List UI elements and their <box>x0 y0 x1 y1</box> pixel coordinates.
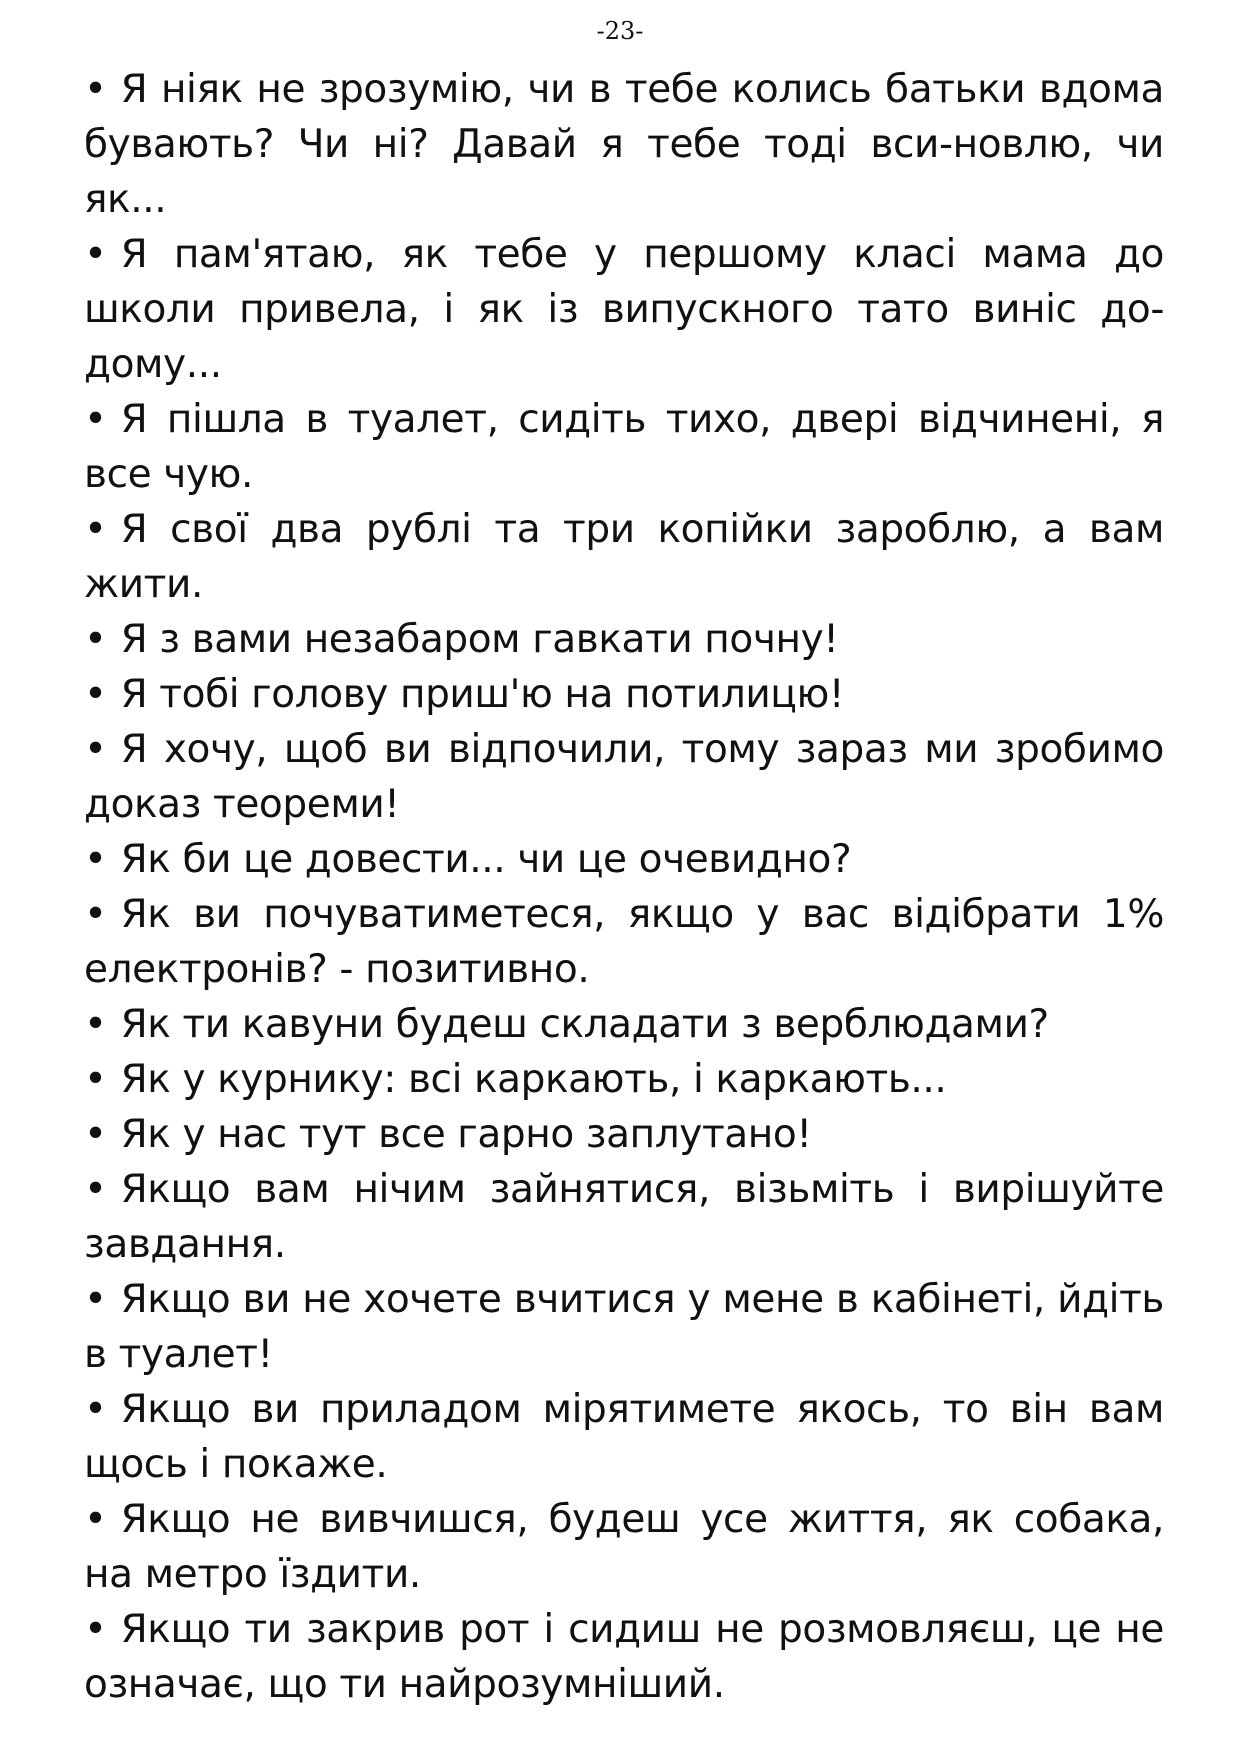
bullet: • <box>84 672 107 717</box>
bullet: • <box>84 232 107 277</box>
quote-text: Якщо не вивчишся, будеш усе життя, як собака, на метро їздити. <box>84 1497 1164 1597</box>
bullet: • <box>84 1057 107 1102</box>
quote-text: Я тобі голову приш'ю на потилицю! <box>120 672 845 717</box>
quote-text: Я свої два рублі та три копійки зароблю, а вам жити. <box>84 507 1164 607</box>
bullet: • <box>84 892 107 937</box>
quote-text: Якщо ви не хочете вчитися у мене в кабінеті, йдіть в туалет! <box>84 1277 1164 1377</box>
quote-text: Як у курнику: всі каркають, і каркають... <box>120 1057 947 1102</box>
quote-item <box>84 667 1164 722</box>
bullet: • <box>84 837 107 882</box>
quote-text: Як би це довести... чи це очевидно? <box>120 837 852 882</box>
quote-text: Якщо вам нічим зайнятися, візьміть і вирішуйте завдання. <box>84 1167 1164 1267</box>
quote-item <box>84 722 1164 832</box>
quote-item <box>84 832 1164 887</box>
quote-text: Я хочу, щоб ви відпочили, тому зараз ми зробимо доказ теореми! <box>84 727 1164 827</box>
quote-text: Як ти кавуни будеш складати з верблюдами? <box>120 1002 1049 1047</box>
bullet: • <box>84 617 107 662</box>
bullet: • <box>84 67 107 112</box>
bullet: • <box>84 397 107 442</box>
quote-item <box>84 62 1164 227</box>
quote-item <box>84 502 1164 612</box>
quote-list <box>84 62 1164 1712</box>
quote-item <box>84 887 1164 997</box>
quote-item <box>84 1602 1164 1712</box>
bullet: • <box>84 1277 107 1322</box>
quote-text: Я ніяк не зрозумію, чи в тебе колись батьки вдома бувають? Чи ні? Давай я тебе тоді вси-новлю, чи як... <box>84 67 1164 222</box>
bullet: • <box>84 727 107 772</box>
quote-item <box>84 1382 1164 1492</box>
quote-text: Як ви почуватиметеся, якщо у вас відібрати 1% електронів? - позитивно. <box>84 892 1164 992</box>
bullet: • <box>84 1387 107 1432</box>
page-number: -23- <box>596 17 644 45</box>
bullet: • <box>84 507 107 552</box>
quote-item <box>84 1162 1164 1272</box>
quote-item <box>84 227 1164 392</box>
quote-text: Я з вами незабаром гавкати почну! <box>120 617 839 662</box>
quote-item <box>84 392 1164 502</box>
bullet: • <box>84 1002 107 1047</box>
bullet: • <box>84 1167 107 1212</box>
quote-item <box>84 1492 1164 1602</box>
bullet: • <box>84 1497 107 1542</box>
quote-text: Я пішла в туалет, сидіть тихо, двері відчинені, я все чую. <box>84 397 1164 497</box>
quote-text: Я пам'ятаю, як тебе у першому класі мама до школи привела, і як із випускного тато виніс до-дому... <box>84 232 1164 387</box>
quote-text: Як у нас тут все гарно заплутано! <box>120 1112 812 1157</box>
quote-item <box>84 997 1164 1052</box>
quote-item <box>84 1272 1164 1382</box>
quote-item <box>84 1052 1164 1107</box>
bullet: • <box>84 1112 107 1157</box>
bullet: • <box>84 1607 107 1652</box>
quote-text: Якщо ви приладом мірятимете якось, то він вам щось і покаже. <box>84 1387 1164 1487</box>
quote-item <box>84 1107 1164 1162</box>
quote-text: Якщо ти закрив рот і сидиш не розмовляєш, це не означає, що ти найрозумніший. <box>84 1607 1164 1707</box>
quote-item <box>84 612 1164 667</box>
